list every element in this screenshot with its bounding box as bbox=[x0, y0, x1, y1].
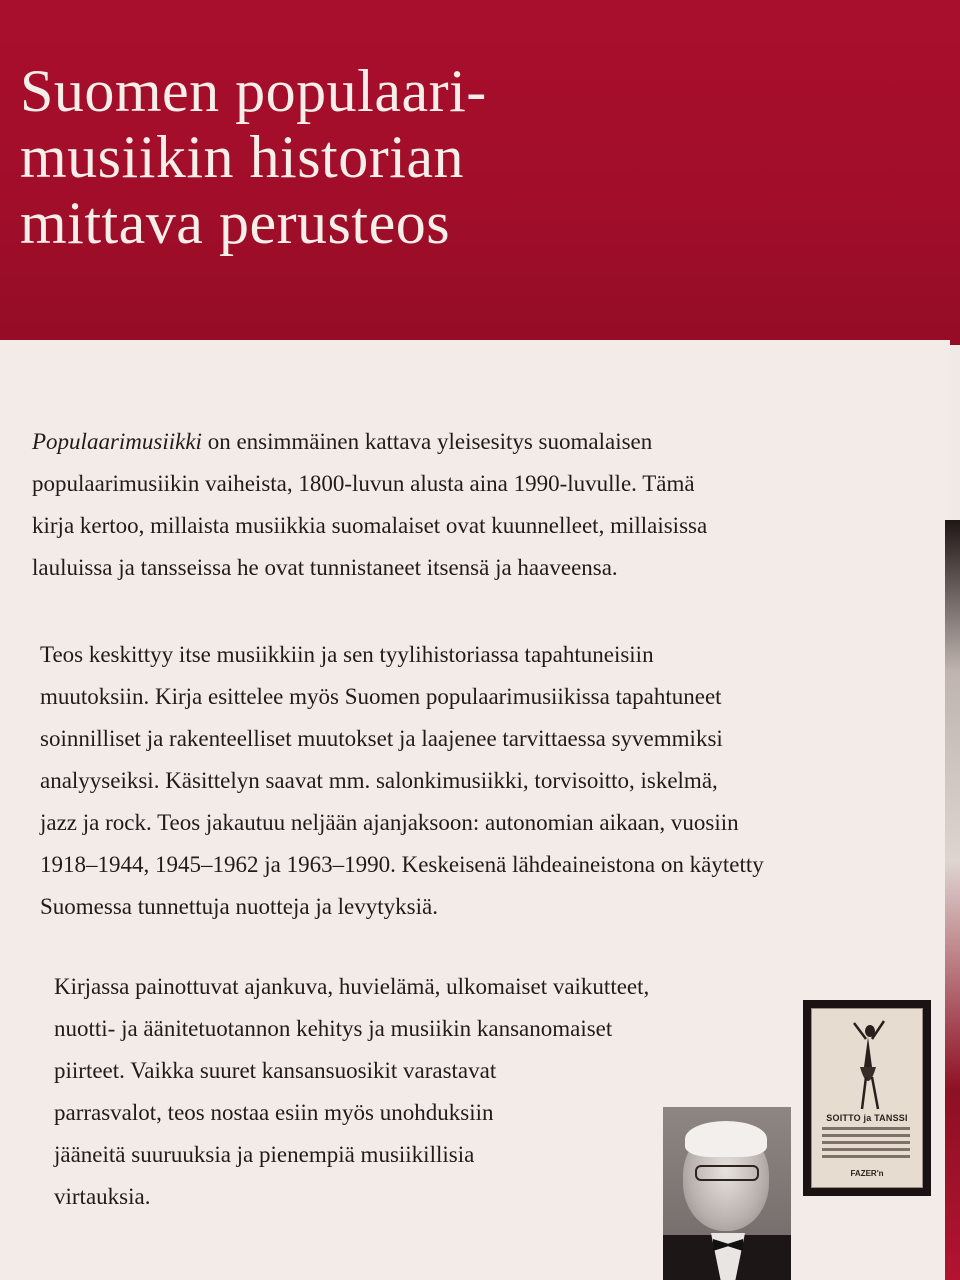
paragraph-content-line-4: analyyseiksi. Käsittelyn saavat mm. salonkimusiikki, torvisoitto, iskelmä, bbox=[40, 768, 718, 793]
paragraph-emphasis-line-2: nuotti- ja äänitetuotannon kehitys ja musiikin kansanomaiset bbox=[54, 1016, 613, 1041]
paragraph-content bbox=[40, 634, 764, 928]
title-line-3: mittava perusteos bbox=[20, 190, 451, 256]
paragraph-intro-line-1-rest: on ensimmäinen kattava yleisesitys suomalaisen bbox=[201, 429, 653, 454]
portrait-glasses bbox=[695, 1165, 759, 1181]
paragraph-emphasis-line-6: virtauksia. bbox=[54, 1184, 151, 1209]
portrait-photo bbox=[663, 1107, 791, 1280]
vintage-poster-image bbox=[803, 1000, 931, 1196]
paragraph-intro-line-2: populaarimusiikin vaiheista, 1800-luvun alusta aina 1990-luvulle. Tämä bbox=[32, 471, 695, 496]
title-line-2: musiikin historian bbox=[20, 124, 464, 190]
paragraph-emphasis bbox=[54, 966, 649, 1218]
paragraph-intro-line-3: kirja kertoo, millaista musiikkia suomalaiset ovat kuunnelleet, millaisissa bbox=[32, 513, 708, 538]
cover-title bbox=[20, 58, 720, 256]
paragraph-intro-line-4: lauluissa ja tansseissa he ovat tunnistaneet itsensä ja haaveensa. bbox=[32, 555, 618, 580]
cover-edge-strip bbox=[945, 520, 960, 1280]
paragraph-content-line-3: soinnilliset ja rakenteelliset muutokset ja laajenee tarvittaessa syvemmiksi bbox=[40, 726, 723, 751]
poster-sheet bbox=[811, 1008, 923, 1188]
paragraph-intro-line-1 bbox=[32, 421, 707, 463]
paragraph-emphasis-line-1: Kirjassa painottuvat ajankuva, huvielämä, ulkomaiset vaikutteet, bbox=[54, 974, 650, 999]
poster-publisher: FAZER'n bbox=[850, 1169, 884, 1178]
paragraph-content-line-6: 1918–1944, 1945–1962 ja 1963–1990. Keskeisenä lähdeaineistona on käytetty bbox=[40, 852, 764, 877]
title-line-1: Suomen populaari- bbox=[20, 58, 487, 124]
paragraph-emphasis-line-5: jääneitä suuruuksia ja pienempiä musiikillisia bbox=[54, 1142, 475, 1167]
paragraph-content-line-1: Teos keskittyy itse musiikkiin ja sen tyylihistoriassa tapahtuneisiin bbox=[40, 642, 654, 667]
paragraph-content-line-2: muutoksiin. Kirja esittelee myös Suomen populaarimusiikissa tapahtuneet bbox=[40, 684, 722, 709]
paragraph-emphasis-line-4: parrasvalot, teos nostaa esiin myös unohduksiin bbox=[54, 1100, 494, 1125]
dancer-figure bbox=[846, 1017, 890, 1113]
poster-small-text bbox=[822, 1127, 910, 1162]
paragraph-content-line-5: jazz ja rock. Teos jakautuu neljään ajanjaksoon: autonomian aikaan, vuosiin bbox=[40, 810, 739, 835]
paragraph-content-line-7: Suomessa tunnettuja nuotteja ja levytyksiä. bbox=[40, 894, 438, 919]
cover-header-band bbox=[0, 0, 960, 345]
poster-title: SOITTO ja TANSSI bbox=[826, 1113, 908, 1123]
portrait-hair bbox=[685, 1121, 767, 1157]
paragraph-emphasis-line-3: piirteet. Vaikka suuret kansansuosikit varastavat bbox=[54, 1058, 497, 1083]
paragraph-intro bbox=[32, 421, 707, 589]
book-title-italic: Populaarimusiikki bbox=[32, 429, 202, 454]
